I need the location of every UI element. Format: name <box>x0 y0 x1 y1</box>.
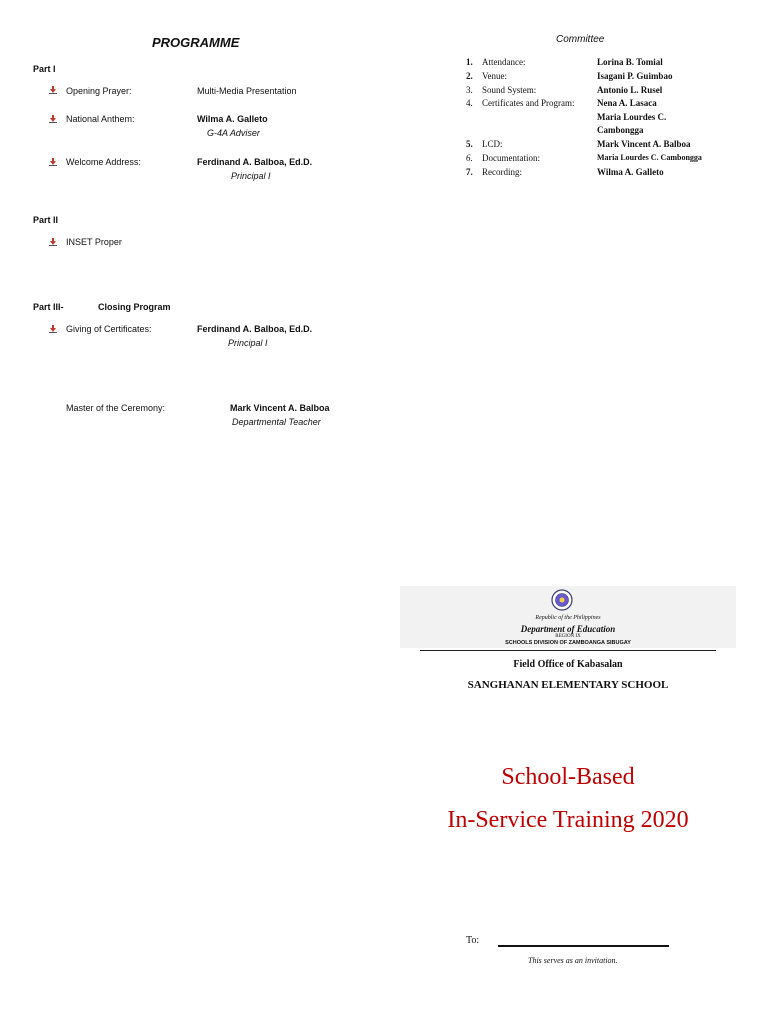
master-label: Master of the Ceremony: <box>66 403 166 413</box>
certificates-name: Ferdinand A. Balboa, Ed.D. <box>197 324 313 334</box>
training-title-line2: In-Service Training 2020 <box>447 807 689 833</box>
recipient-line <box>498 945 669 947</box>
committee-row-label: Documentation: <box>482 153 540 163</box>
committee-row-number: 2. <box>466 71 473 81</box>
national-anthem-label: National Anthem: <box>66 114 135 124</box>
committee-row-name: Isagani P. Guimbao <box>597 71 673 81</box>
region-text: REGION IX <box>555 634 581 639</box>
school-name-text: SANGHANAN ELEMENTARY SCHOOL <box>467 679 669 691</box>
committee-row-name: Maria Lourdes C. <box>597 112 667 122</box>
master-name: Mark Vincent A. Balboa <box>230 403 330 413</box>
arrow-bullet-icon <box>49 325 57 333</box>
header-divider <box>420 650 716 651</box>
certificates-label: Giving of Certificates: <box>66 324 152 334</box>
closing-program-heading: Closing Program <box>98 302 171 312</box>
committee-row-label: Recording: <box>482 167 522 177</box>
committee-title: Committee <box>556 34 605 45</box>
training-title-line1: School-Based <box>501 764 635 790</box>
division-text: SCHOOLS DIVISION OF ZAMBOANGA SIBUGAY <box>505 640 631 646</box>
committee-row-name: Wilma A. Galleto <box>597 167 664 177</box>
committee-row-number: 4. <box>466 98 473 108</box>
invitation-note: This serves as an invitation. <box>528 956 618 965</box>
welcome-address-name: Ferdinand A. Balboa, Ed.D. <box>197 157 313 167</box>
part-1-heading: Part I <box>33 64 56 74</box>
to-label: To: <box>466 935 480 946</box>
committee-row-name: Lorina B. Tomial <box>597 57 663 67</box>
committee-row-label: Venue: <box>482 71 507 81</box>
committee-row-number: 6. <box>466 153 473 163</box>
committee-row-name: Mark Vincent A. Balboa <box>597 139 691 149</box>
committee-row-name: Antonio L. Rusel <box>597 85 663 95</box>
committee-row-number: 7. <box>466 167 473 177</box>
committee-row-name: Cambongga <box>597 125 644 135</box>
programme-title: PROGRAMME <box>152 35 240 50</box>
opening-prayer-name: Multi-Media Presentation <box>197 86 297 96</box>
part-3-heading: Part III- <box>33 302 64 312</box>
arrow-bullet-icon <box>49 238 57 246</box>
welcome-address-role: Principal I <box>231 171 271 181</box>
arrow-bullet-icon <box>49 158 57 166</box>
committee-row-label: Attendance: <box>482 57 526 67</box>
inset-proper-label: INSET Proper <box>66 237 122 247</box>
committee-row-number: 3. <box>466 85 473 95</box>
committee-row-label: LCD: <box>482 139 503 149</box>
republic-text: Republic of the Philippines <box>535 615 601 621</box>
arrow-bullet-icon <box>49 86 57 94</box>
committee-row-label: Sound System: <box>482 85 537 95</box>
deped-seal-icon <box>551 589 573 611</box>
field-office-text: Field Office of Kabasalan <box>513 659 623 670</box>
committee-row-name: Maria Lourdes C. Cambongga <box>597 153 702 162</box>
part-2-heading: Part II <box>33 215 59 225</box>
committee-row-name: Nena A. Lasaca <box>597 98 657 108</box>
committee-row-number: 1. <box>466 57 473 67</box>
welcome-address-label: Welcome Address: <box>66 157 141 167</box>
arrow-bullet-icon <box>49 115 57 123</box>
national-anthem-name: Wilma A. Galleto <box>197 114 268 124</box>
committee-row-number: 5. <box>466 139 473 149</box>
master-role: Departmental Teacher <box>232 417 321 427</box>
committee-row-label: Certificates and Program: <box>482 98 575 108</box>
department-text: Department of Education <box>520 624 616 634</box>
certificates-role: Principal I <box>228 338 268 348</box>
national-anthem-role: G-4A Adviser <box>207 128 260 138</box>
opening-prayer-label: Opening Prayer: <box>66 86 132 96</box>
